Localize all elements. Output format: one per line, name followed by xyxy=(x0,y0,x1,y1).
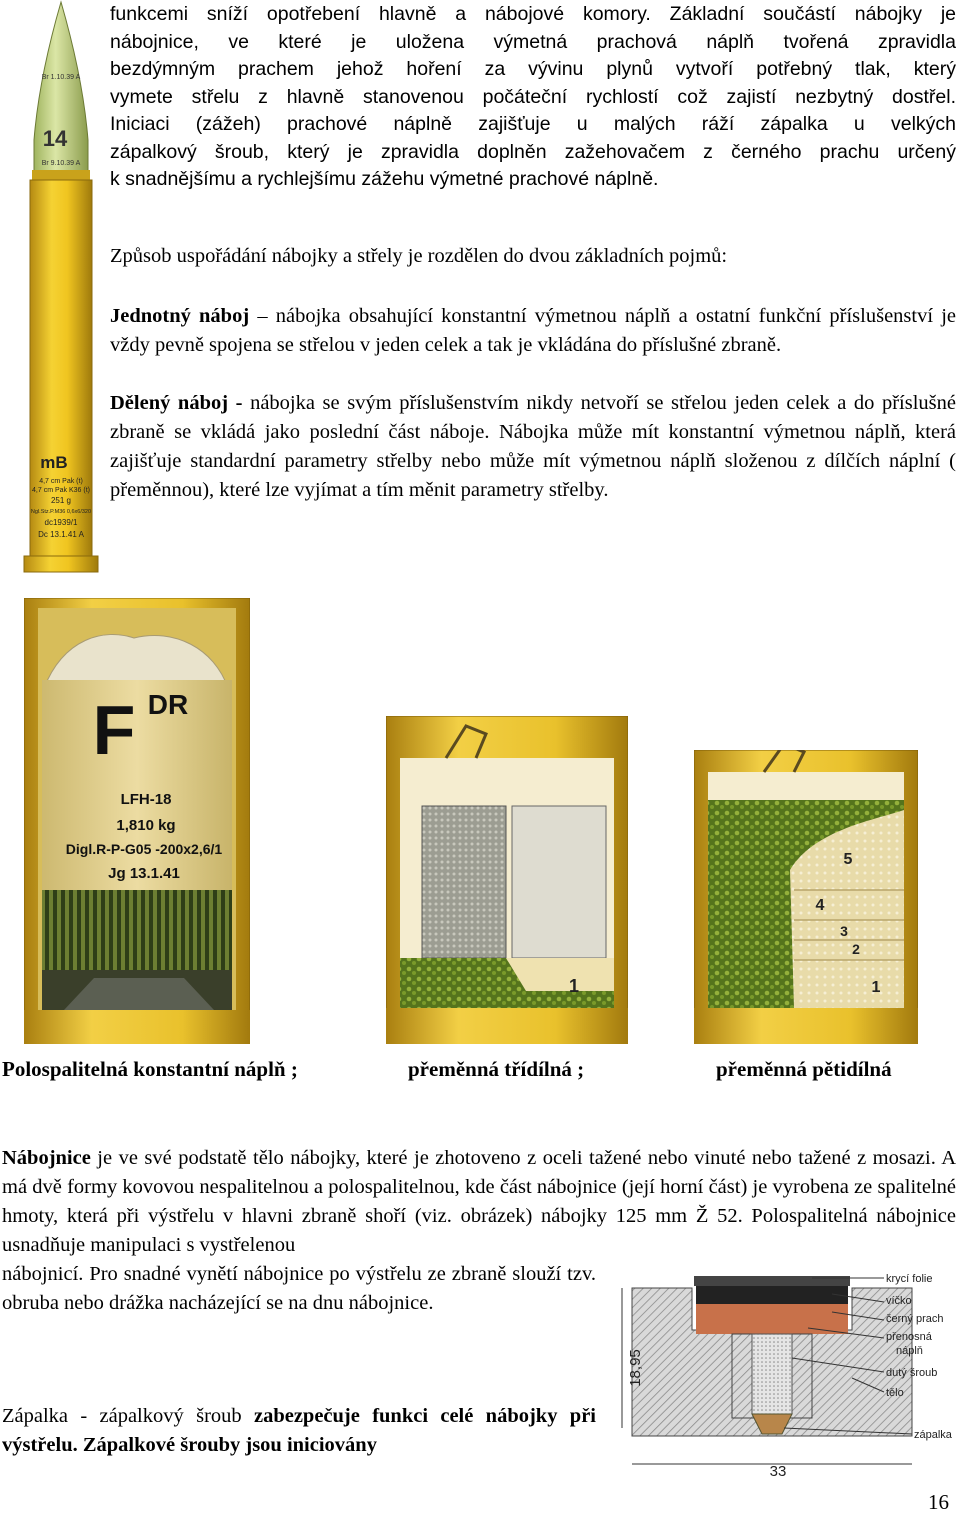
caption-constant-charge: Polospalitelná konstantní náplň ; xyxy=(2,1057,298,1081)
right-charge-num-4: 4 xyxy=(815,897,825,914)
zapalka-paragraph xyxy=(2,1402,596,1460)
deleny-paragraph xyxy=(110,389,956,505)
shell-mb: mB xyxy=(40,453,68,472)
primer-label-transfer: přenosná xyxy=(886,1331,932,1343)
zapalka-start: Zápalka - zápalkový šroub xyxy=(2,1405,254,1427)
shell-label-l4: Ngl.Stz.P.M36 0,6x6/320 xyxy=(30,509,92,515)
bag-charge-figure xyxy=(24,598,250,1044)
shell-top-label-1: Br 1.10.39 A xyxy=(41,74,81,81)
nabojnice-text: je ve své podstatě tělo nábojky, které je zhotoveno z oceli tažené nebo vinuté nebo tažené z mosazi. A má dvě formy kovovou nespalitelnou a polospalitelnou, kde část nábojnice (její horní část) je vyrobena ze spalitelné hmoty, která při výstřelu v hlavni zbraně shoří (viz. obrázek) nábojky 125 mm Ž 52. Polospalitelná nábojnice usnadňuje manipulaci s vystřelenou xyxy=(2,1147,956,1256)
primer-label-lid: víčko xyxy=(886,1295,912,1307)
shell-label-l1: 4,7 cm Pak (t) xyxy=(39,478,83,485)
top-line-4: vymete střelu z hlavně stanovenou počáteční rychlostí což zajistí nezbytný dostřel. xyxy=(110,85,956,108)
jednotny-text: – nábojka obsahující konstantní výmetnou náplň a ostatní funkční příslušenství je vždy pevně spojena se střelou v jeden celek a tak je vkládána do příslušné zbraně. xyxy=(110,305,956,356)
jednotny-paragraph xyxy=(110,302,956,360)
bag-label-1: LFH-18 xyxy=(120,791,172,808)
primer-label-primer: zápalka xyxy=(914,1429,952,1441)
shell-label-l5: dc1939/1 xyxy=(44,518,78,527)
bag-label-3: Digl.R-P-G05 -200x2,6/1 xyxy=(65,841,223,857)
primer-label-charge: náplň xyxy=(896,1345,923,1357)
dim-width: 33 xyxy=(769,1463,787,1480)
shell-number: 14 xyxy=(42,126,68,151)
right-charge-num-1: 1 xyxy=(871,979,881,996)
bag-label-2: 1,810 kg xyxy=(116,817,176,834)
primer-label-black-powder: černý prach xyxy=(886,1313,944,1325)
deleny-term: Dělený náboj - xyxy=(110,392,243,414)
top-line-3: bezdýmným prachem jehož hoření za vývinu plynů vytvoří potřebný tlak, který xyxy=(110,58,956,80)
mid-charge-num-1: 1 xyxy=(568,976,580,996)
dim-height: 18,95 xyxy=(627,1349,644,1387)
right-charge-num-5: 5 xyxy=(843,851,853,868)
nabojnice-narrow-paragraph: nábojnicí. Pro snadné vynětí nábojnice po výstřelu ze zbraně slouží tzv. obruba nebo drážka nacházející se na dnu nábojnice. xyxy=(2,1263,596,1314)
five-part-charge-figure xyxy=(694,750,918,1044)
shell-top-label-2: Br 9.10.39 A xyxy=(41,160,81,167)
top-line-1: funkcemi sníží opotřebení hlavně a nábojové komory. Základní součástí nábojky je xyxy=(110,3,956,25)
shell-label-l3: 251 g xyxy=(50,496,72,505)
caption-three-part: přeměnná třídílná ; xyxy=(408,1057,585,1081)
jednotny-term: Jednotný náboj xyxy=(110,305,250,327)
top-line-2: nábojnice, ve které je uložena výmetná prachová náplň tvořená zpravidla xyxy=(110,30,956,53)
bag-letter-f: F xyxy=(92,691,136,769)
top-line-7: k snadnějšímu a rychlejšímu zážehu výmetné prachové náplně. xyxy=(110,168,659,190)
deleny-text: nábojka se svým příslušenstvím nikdy netvoří se střelou jeden celek a do příslušné zbraně se vkládá jako poslední část náboje. Nábojka může mít konstantní výmetnou náplň, která zajišťuje standardní parametry střelby nebo může mít výmetnou náplň složenou z dílčích náplní ( přeměnnou), které lze vyjímat a tím měnit parametry střelby. xyxy=(110,392,956,501)
caption-five-part: přeměnná pětidílná xyxy=(716,1057,892,1081)
intro-line: Způsob uspořádání nábojky a střely je rozdělen do dvou základních pojmů: xyxy=(110,245,728,267)
page-number: 16 xyxy=(928,1490,949,1514)
primer-label-body: tělo xyxy=(886,1387,904,1399)
right-charge-num-3: 3 xyxy=(840,923,848,939)
three-part-charge-figure xyxy=(386,716,628,1044)
shell-label-l2: 4,7 cm Pak K36 (t) xyxy=(32,487,90,494)
primer-label-hollow-screw: dutý šroub xyxy=(886,1367,938,1379)
zapalka-bold: zabezpečuje funkci celé nábojky při výstřelu. Zápalkové šrouby jsou iniciovány xyxy=(2,1405,596,1456)
bag-letter-dr: DR xyxy=(147,689,189,720)
top-paragraph xyxy=(110,1,956,194)
shell-label-l6: Dc 13.1.41 A xyxy=(38,530,84,539)
primer-label-cover-foil: krycí folie xyxy=(886,1273,933,1285)
bag-label-4: Jg 13.1.41 xyxy=(108,865,180,882)
primer-diagram xyxy=(612,1268,960,1480)
top-line-5: Iniciaci (zážeh) prachové náplně zajišťuje u malých ráží zápalka u velkých xyxy=(110,113,956,135)
shell-figure xyxy=(18,0,104,575)
nabojnice-paragraph xyxy=(2,1144,956,1260)
nabojnice-term: Nábojnice xyxy=(2,1147,91,1169)
right-charge-num-2: 2 xyxy=(852,941,860,957)
top-line-6: zápalkový šroub, který je zpravidla doplněn zažehovačem z černého prachu určený xyxy=(110,140,956,163)
